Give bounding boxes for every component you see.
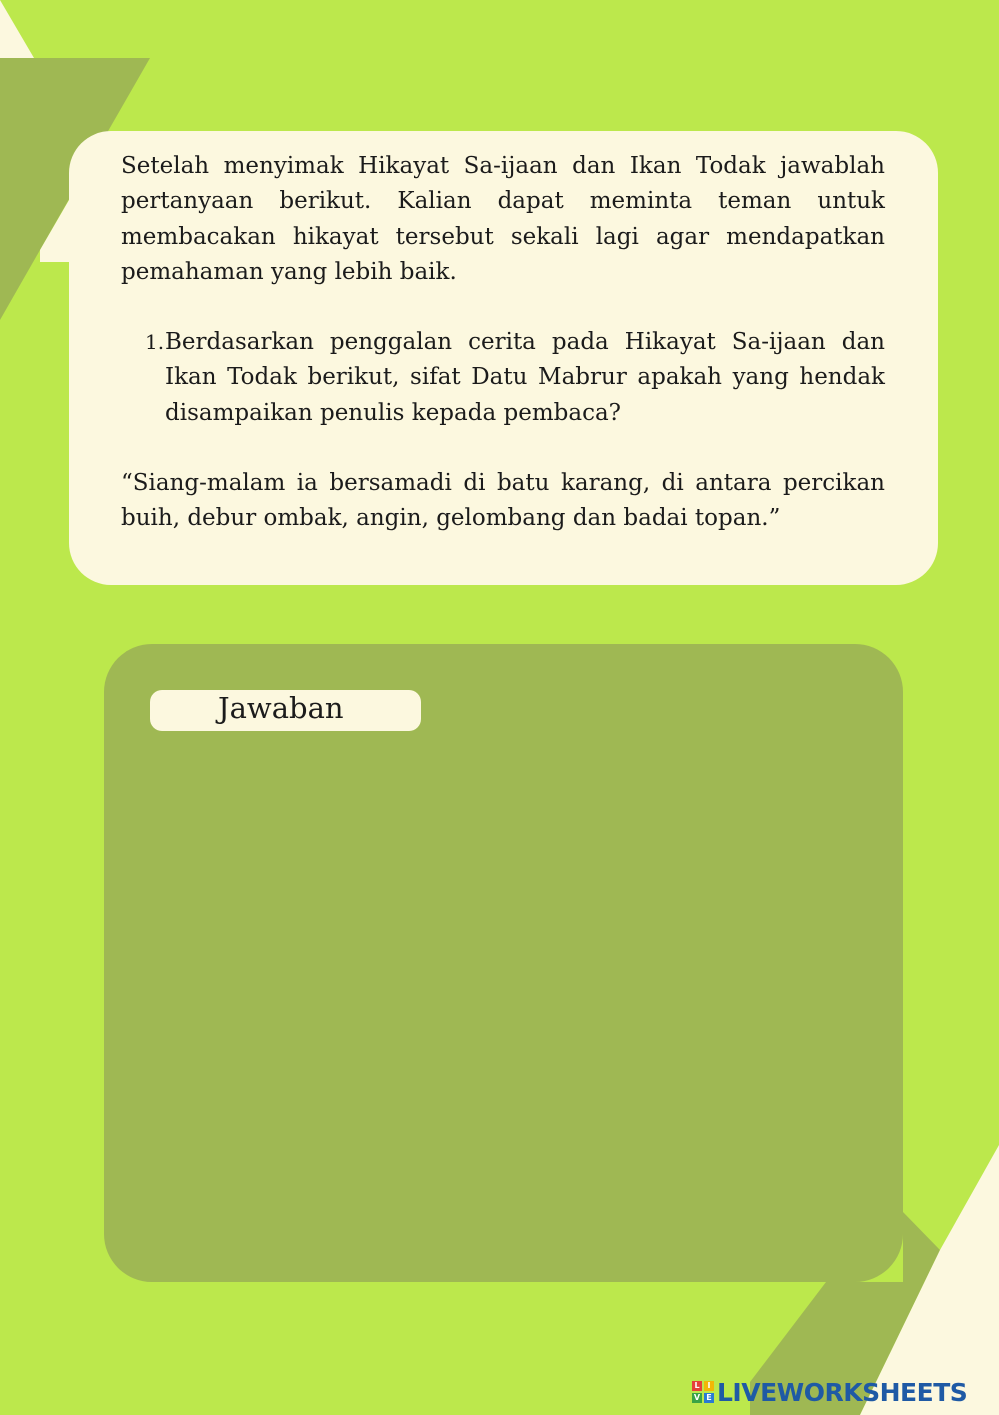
brand-mark-letter: I — [704, 1381, 714, 1391]
intro-text: Setelah menyimak Hikayat Sa-ijaan dan Ikan Todak jawablah pertanyaan berikut. Kalian dapat meminta teman untuk membacakan hikayat tersebut sekali lagi agar mendapatkan pemahaman yang lebih baik. — [121, 153, 885, 285]
question-text: Berdasarkan penggalan cerita pada Hikayat Sa-ijaan dan Ikan Todak berikut, sifat Datu Mabrur apakah yang hendak disampaikan penulis kepada pembaca? — [165, 329, 885, 426]
answer-input[interactable] — [144, 754, 868, 1248]
question-card — [69, 131, 938, 585]
answer-label: Jawaban — [150, 690, 421, 731]
brand-mark-letter: V — [693, 1392, 701, 1402]
brand-mark-letter: L — [692, 1381, 702, 1391]
brand-logo — [692, 1376, 967, 1408]
question-item — [145, 325, 885, 431]
brand-name: LIVEWORKSHEETS — [717, 1377, 968, 1407]
question-number: 1. — [145, 330, 165, 355]
brand-mark-icon — [692, 1381, 714, 1403]
brand-mark-letter: E — [704, 1393, 714, 1403]
answer-panel — [104, 644, 903, 1282]
story-quote: “Siang-malam ia bersamadi di batu karang, di antara percikan buih, debur ombak, angin, gelombang dan badai topan.” — [121, 470, 885, 532]
